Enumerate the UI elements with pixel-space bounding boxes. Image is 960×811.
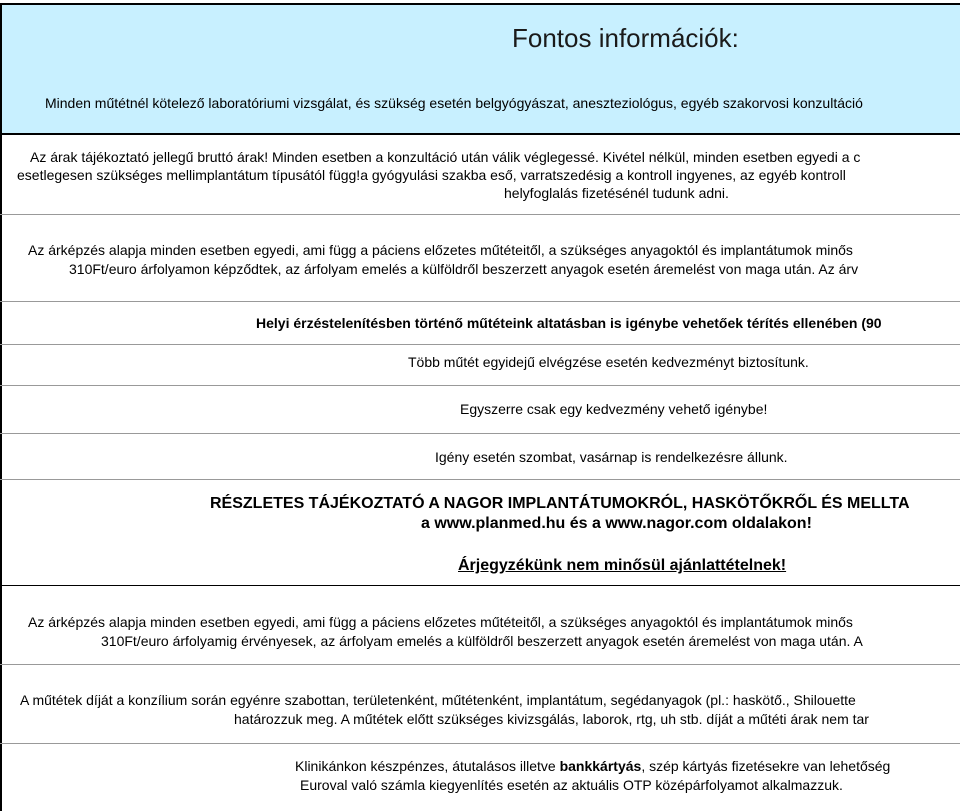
payment-methods-line-1-a: Klinikánkon készpénzes, átutalásos illetve [295, 758, 560, 774]
implant-details-line-1: RÉSZLETES TÁJÉKOZTATÓ A NAGOR IMPLANTÁTUMOKRÓL, HASKÖTŐKRŐL ÉS MELLTA [210, 495, 910, 512]
single-discount-text: Egyszerre csak egy kedvezmény vehető igénybe! [460, 401, 768, 417]
implant-details-block [0, 480, 960, 545]
single-discount-note [0, 386, 960, 433]
payment-methods-line-1 [295, 757, 890, 775]
not-an-offer-note [0, 545, 960, 585]
price-disclaimer-line-2 [17, 166, 846, 184]
anesthesia-note-text: Helyi érzéstelenítésben történő műtéteink altatásban is igénybe vehetőek térítés ellenében (90 [256, 315, 882, 331]
pricing-basis-2-line-2: 310Ft/euro árfolyamig érvényesek, az árfolyam emelés a külföldről beszerzett anyagok esetén áremelést von maga után. A [101, 633, 863, 649]
pricing-basis-block-2 [0, 586, 960, 664]
not-an-offer-text: Árjegyzékünk nem minősül ajánlattételnek! [458, 557, 787, 574]
multi-surgery-discount-text: Több műtét egyidejű elvégzése esetén kedvezményt biztosítunk. [408, 354, 809, 370]
pricing-basis-2-line-1: Az árképzés alapja minden esetben egyedi, ami függ a páciens előzetes műtéteitől, a szükséges anyagoktól és implantátumok minős [28, 614, 853, 630]
pricing-basis-1-line-2: 310Ft/euro árfolyamon képződtek, az árfolyam emelés a külföldről beszerzett anyagok esetén áremelést von maga után. Az árv [69, 261, 859, 277]
price-disclaimer-line-3: helyfoglalás fizetésénél tudunk adni. [504, 185, 729, 201]
weekend-availability [0, 434, 960, 479]
price-disclaimer-line-2-a: esetlegesen szükséges mellimplantátum típusától függ! [17, 167, 361, 183]
surgery-fee-block [0, 665, 960, 743]
surgery-fee-line-1: A műtétek díját a konzílium során egyénre szabottan, területenként, műtétenként, implantátum, segédanyagok (pl.: haskötő., Shilouette [20, 692, 856, 708]
anesthesia-note [0, 302, 960, 344]
weekend-availability-text: Igény esetén szombat, vasárnap is rendelkezésre állunk. [435, 449, 788, 465]
price-disclaimer-line-2-b: a gyógyulási szakba eső, varratszedésig a kontroll ingyenes, az egyéb kontroll [360, 167, 846, 183]
price-disclaimer-block [0, 134, 960, 214]
multi-surgery-discount [0, 345, 960, 385]
important-info-header [0, 3, 960, 135]
payment-methods-block [0, 744, 960, 811]
lab-test-notice: Minden műtétnél kötelező laboratóriumi vizsgálat, és szükség esetén belgyógyászat, aneszteziológus, egyéb szakorvosi konzultáció [45, 95, 863, 111]
pricing-basis-block-1 [0, 215, 960, 301]
surgery-fee-line-2: határozzuk meg. A műtétek előtt szükséges kivizsgálás, laborok, rtg, uh stb. díját a műtéti árak nem tar [234, 711, 869, 727]
payment-methods-line-2: Euroval való számla kiegyenlítés esetén az aktuális OTP középárfolyamot alkalmazzuk. [300, 777, 843, 793]
page-title: Fontos információk: [512, 23, 739, 53]
payment-card-highlight: bankkártyás [559, 758, 642, 774]
payment-methods-line-1-b: , szép kártyás fizetésekre van lehetőség [641, 758, 891, 774]
pricing-basis-1-line-1: Az árképzés alapja minden esetben egyedi, ami függ a páciens előzetes műtéteitől, a szükséges anyagoktól és implantátumok minős [28, 242, 853, 258]
price-disclaimer-line-1: Az árak tájékoztató jellegű bruttó árak! Minden esetben a konzultáció után válik véglegessé. Kivétel nélkül, minden esetben egyedi a c [30, 149, 861, 165]
implant-details-line-2: a www.planmed.hu és a www.nagor.com oldalakon! [421, 515, 812, 532]
